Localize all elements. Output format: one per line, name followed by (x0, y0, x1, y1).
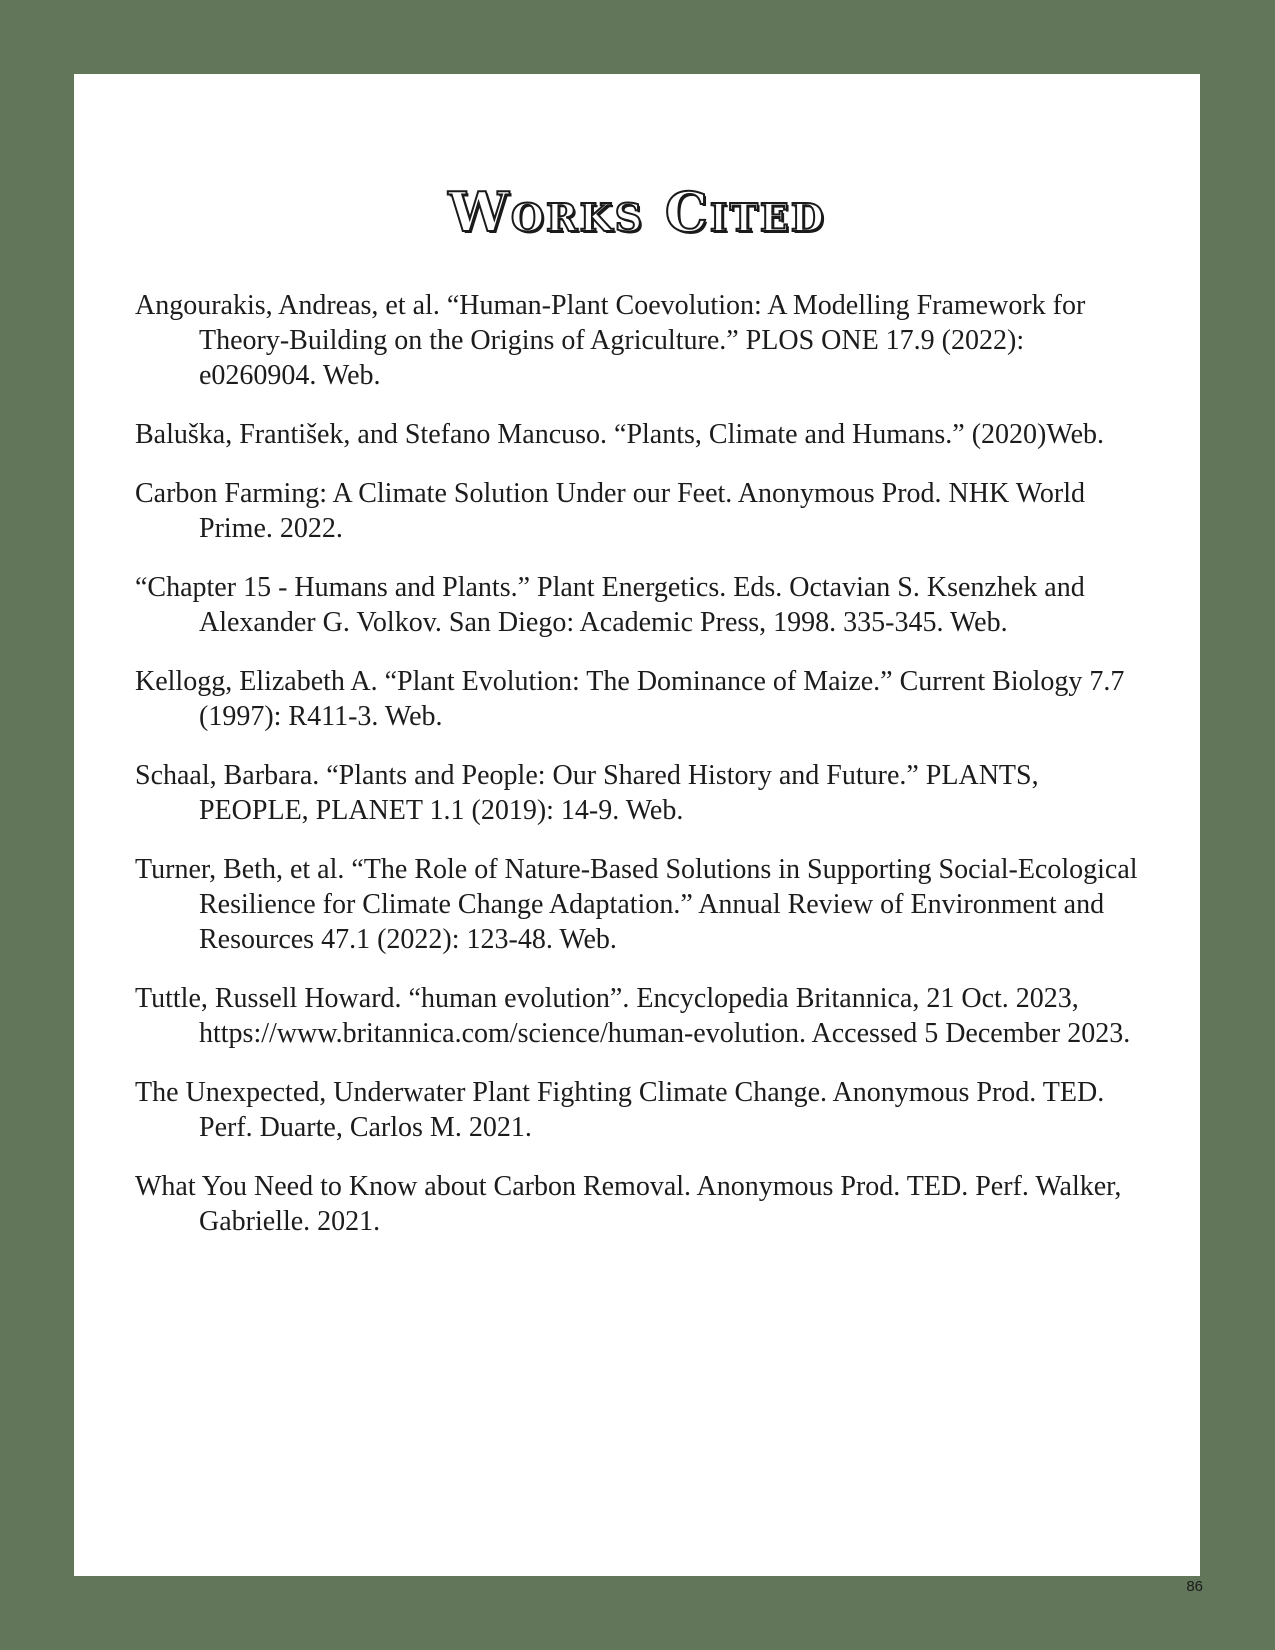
citation-entry: Tuttle, Russell Howard. “human evolution”. Encyclopedia Britannica, 21 Oct. 2023, https://www.britannica.com/science/human-evolution. Accessed 5 December 2023. (135, 983, 1131, 1049)
works-cited-list (135, 288, 1145, 1263)
citation-entry: Kellogg, Elizabeth A. “Plant Evolution: The Dominance of Maize.” Current Biology 7.7 (1997): R411-3. Web. (135, 666, 1125, 732)
page-title: Works Cited (448, 180, 826, 245)
citation-entry: Carbon Farming: A Climate Solution Under our Feet. Anonymous Prod. NHK World Prime. 2022. (135, 478, 1085, 544)
citation-entry: Baluška, František, and Stefano Mancuso. “Plants, Climate and Humans.” (2020)Web. (135, 419, 1104, 450)
citation-entry: Schaal, Barbara. “Plants and People: Our Shared History and Future.” PLANTS, PEOPLE, PLANET 1.1 (2019): 14-9. Web. (135, 760, 1039, 826)
citation-entry: The Unexpected, Underwater Plant Fighting Climate Change. Anonymous Prod. TED. Perf. Duarte, Carlos M. 2021. (135, 1077, 1105, 1143)
citation-entry: What You Need to Know about Carbon Removal. Anonymous Prod. TED. Perf. Walker, Gabrielle. 2021. (135, 1171, 1122, 1237)
citation-entry: Turner, Beth, et al. “The Role of Nature-Based Solutions in Supporting Social-Ecological Resilience for Climate Change Adaptation.” Annual Review of Environment and Resources 47.1 (2022): 123-48. Web. (135, 854, 1138, 955)
document-page (74, 74, 1200, 1576)
page-number: 86 (1186, 1578, 1203, 1595)
citation-entry: “Chapter 15 - Humans and Plants.” Plant Energetics. Eds. Octavian S. Ksenzhek and Alexander G. Volkov. San Diego: Academic Press, 1998. 335-345. Web. (135, 572, 1085, 638)
citation-entry: Angourakis, Andreas, et al. “Human-Plant Coevolution: A Modelling Framework for Theory-Building on the Origins of Agriculture.” PLOS ONE 17.9 (2022): e0260904. Web. (135, 290, 1086, 391)
